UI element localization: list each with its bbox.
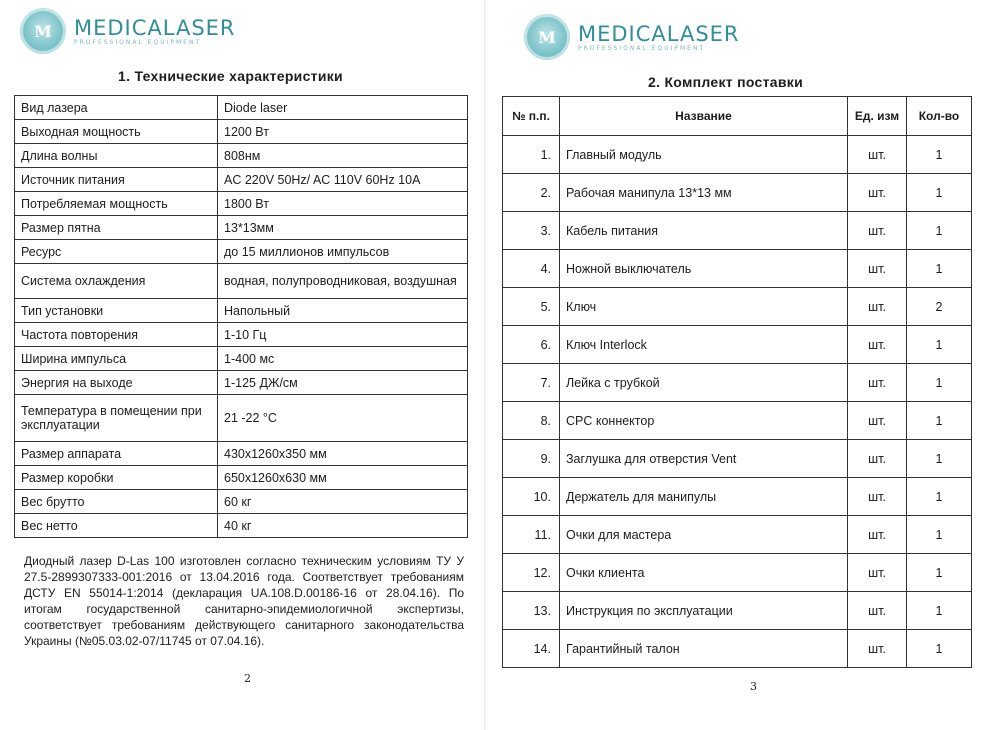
spec-value: до 15 миллионов импульсов	[218, 240, 468, 264]
kit-name: Рабочая манипула 13*13 мм	[560, 174, 848, 212]
spec-row	[15, 168, 468, 192]
logo-emblem-icon: M	[20, 8, 66, 54]
compliance-note: Диодный лазер D-Las 100 изготовлен согласно техническим условиям ТУ У 27.5-2899307333-001:2016 от 13.04.2016 года. Соответствует требованиям ДСТУ EN 55014-1:2014 (декларация UA.108.D.00186-16 от 28.04.16). По итогам государственной санитарно-эпидемиологичной экспертизы, соответствует требованиям действующего санитарного законодательства Украины (№05.03.02-07/11745 от 07.04.16).	[24, 554, 464, 648]
left-page	[0, 0, 486, 730]
spec-value: 1-10 Гц	[218, 323, 468, 347]
logo-brand: MEDICALASER	[578, 22, 740, 46]
spec-row	[15, 514, 468, 538]
kit-num: 9.	[503, 440, 560, 478]
spec-row	[15, 240, 468, 264]
spec-row	[15, 216, 468, 240]
spec-value: 1-125 ДЖ/см	[218, 371, 468, 395]
kit-qty: 1	[907, 630, 972, 668]
spec-row	[15, 192, 468, 216]
spec-row	[15, 490, 468, 514]
spec-row	[15, 347, 468, 371]
logo-subtitle: PROFESSIONAL EQUIPMENT	[578, 45, 706, 52]
logo-right	[524, 14, 740, 60]
kit-row	[503, 212, 972, 250]
kit-unit: шт.	[848, 136, 907, 174]
page-number-left: 2	[244, 672, 251, 685]
kit-name: Ключ	[560, 288, 848, 326]
logo-subtitle: PROFESSIONAL EQUIPMENT	[74, 39, 202, 46]
kit-unit: шт.	[848, 326, 907, 364]
kit-row	[503, 592, 972, 630]
kit-num: 10.	[503, 478, 560, 516]
kit-qty: 1	[907, 554, 972, 592]
spec-value: 13*13мм	[218, 216, 468, 240]
spec-key: Ширина импульса	[15, 347, 218, 371]
kit-num: 3.	[503, 212, 560, 250]
spec-row	[15, 96, 468, 120]
kit-name: Кабель питания	[560, 212, 848, 250]
header-num: № п.п.	[503, 97, 560, 136]
spec-row	[15, 323, 468, 347]
kit-num: 7.	[503, 364, 560, 402]
kit-num: 11.	[503, 516, 560, 554]
kit-name: Очки клиента	[560, 554, 848, 592]
spec-value: 430x1260x350 мм	[218, 442, 468, 466]
spec-row	[15, 371, 468, 395]
logo-emblem-icon: M	[524, 14, 570, 60]
kit-unit: шт.	[848, 364, 907, 402]
spec-value: 808нм	[218, 144, 468, 168]
header-name: Название	[560, 97, 848, 136]
kit-name: Главный модуль	[560, 136, 848, 174]
spec-row	[15, 466, 468, 490]
spec-key: Температура в помещении при эксплуатации	[15, 395, 218, 442]
kit-num: 6.	[503, 326, 560, 364]
kit-row	[503, 326, 972, 364]
kit-qty: 2	[907, 288, 972, 326]
kit-qty: 1	[907, 136, 972, 174]
spec-key: Размер коробки	[15, 466, 218, 490]
kit-qty: 1	[907, 212, 972, 250]
kit-unit: шт.	[848, 440, 907, 478]
kit-unit: шт.	[848, 516, 907, 554]
kit-qty: 1	[907, 516, 972, 554]
spec-value: Diode laser	[218, 96, 468, 120]
spec-value: водная, полупроводниковая, воздушная	[218, 264, 468, 299]
spec-row	[15, 120, 468, 144]
kit-row	[503, 288, 972, 326]
kit-name: Очки для мастера	[560, 516, 848, 554]
kit-header-row	[503, 97, 972, 136]
kit-row	[503, 402, 972, 440]
kit-name: Ключ Interlock	[560, 326, 848, 364]
logo-brand: MEDICALASER	[74, 16, 236, 40]
header-qty: Кол-во	[907, 97, 972, 136]
spec-key: Источник питания	[15, 168, 218, 192]
kit-row	[503, 516, 972, 554]
kit-unit: шт.	[848, 592, 907, 630]
kit-unit: шт.	[848, 174, 907, 212]
spec-key: Энергия на выходе	[15, 371, 218, 395]
spec-value: 1-400 мс	[218, 347, 468, 371]
kit-num: 13.	[503, 592, 560, 630]
kit-qty: 1	[907, 326, 972, 364]
spec-row	[15, 264, 468, 299]
spec-row	[15, 144, 468, 168]
spec-key: Ресурс	[15, 240, 218, 264]
spec-key: Система охлаждения	[15, 264, 218, 299]
spec-key: Потребляемая мощность	[15, 192, 218, 216]
spec-value: 60 кг	[218, 490, 468, 514]
kit-num: 14.	[503, 630, 560, 668]
page-number-right: 3	[750, 680, 757, 693]
kit-row	[503, 250, 972, 288]
right-page	[488, 0, 1000, 730]
kit-unit: шт.	[848, 630, 907, 668]
kit-unit: шт.	[848, 250, 907, 288]
kit-qty: 1	[907, 364, 972, 402]
kit-unit: шт.	[848, 478, 907, 516]
kit-name: Заглушка для отверстия Vent	[560, 440, 848, 478]
kit-num: 2.	[503, 174, 560, 212]
spec-key: Размер пятна	[15, 216, 218, 240]
kit-row	[503, 630, 972, 668]
kit-name: Инструкция по эксплуатации	[560, 592, 848, 630]
kit-row	[503, 554, 972, 592]
spec-key: Размер аппарата	[15, 442, 218, 466]
kit-name: Гарантийный талон	[560, 630, 848, 668]
spec-row	[15, 395, 468, 442]
kit-title: 2. Комплект поставки	[648, 74, 804, 90]
spec-key: Вес брутто	[15, 490, 218, 514]
logo	[20, 8, 236, 54]
kit-num: 4.	[503, 250, 560, 288]
kit-row	[503, 440, 972, 478]
kit-name: CPC коннектор	[560, 402, 848, 440]
spec-row	[15, 442, 468, 466]
spec-key: Выходная мощность	[15, 120, 218, 144]
kit-name: Держатель для манипулы	[560, 478, 848, 516]
kit-qty: 1	[907, 592, 972, 630]
spec-value: 21 -22 °С	[218, 395, 468, 442]
kit-qty: 1	[907, 174, 972, 212]
spec-key: Вид лазера	[15, 96, 218, 120]
spec-value: Напольный	[218, 299, 468, 323]
header-unit: Ед. изм	[848, 97, 907, 136]
spec-value: AC 220V 50Hz/ AC 110V 60Hz 10A	[218, 168, 468, 192]
kit-name: Ножной выключатель	[560, 250, 848, 288]
specs-table	[14, 95, 468, 538]
specs-title: 1. Технические характеристики	[118, 68, 343, 84]
kit-qty: 1	[907, 402, 972, 440]
spec-key: Вес нетто	[15, 514, 218, 538]
kit-num: 1.	[503, 136, 560, 174]
spec-key: Длина волны	[15, 144, 218, 168]
spec-value: 650x1260x630 мм	[218, 466, 468, 490]
kit-num: 8.	[503, 402, 560, 440]
spec-row	[15, 299, 468, 323]
kit-row	[503, 478, 972, 516]
kit-row	[503, 174, 972, 212]
spec-key: Частота повторения	[15, 323, 218, 347]
kit-unit: шт.	[848, 402, 907, 440]
kit-row	[503, 136, 972, 174]
kit-unit: шт.	[848, 554, 907, 592]
kit-num: 5.	[503, 288, 560, 326]
kit-num: 12.	[503, 554, 560, 592]
kit-name: Лейка с трубкой	[560, 364, 848, 402]
spec-value: 1200 Вт	[218, 120, 468, 144]
kit-qty: 1	[907, 250, 972, 288]
kit-table	[502, 96, 972, 668]
kit-row	[503, 364, 972, 402]
kit-qty: 1	[907, 478, 972, 516]
spec-value: 1800 Вт	[218, 192, 468, 216]
kit-unit: шт.	[848, 212, 907, 250]
spec-value: 40 кг	[218, 514, 468, 538]
kit-qty: 1	[907, 440, 972, 478]
spec-key: Тип установки	[15, 299, 218, 323]
kit-unit: шт.	[848, 288, 907, 326]
